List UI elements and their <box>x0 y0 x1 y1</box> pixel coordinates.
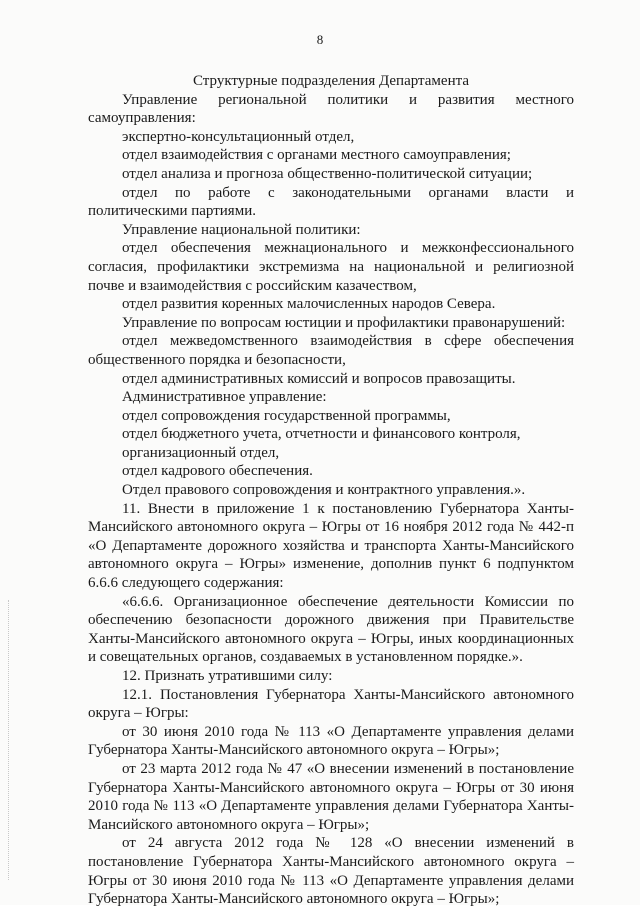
paragraph: экспертно-консультационный отдел, <box>122 128 355 145</box>
paragraph: 12.1. Постановления Губернатора Ханты-Мансийского автономного округа – Югры: <box>88 686 574 722</box>
page-number: 8 <box>316 32 324 47</box>
paragraph: отдел обеспечения межнационального и межконфессионального согласия, профилактики экстремизма на национальной и религиозной почве и взаимодействия с российским казачеством, <box>88 240 574 294</box>
binding-edge-mark <box>8 600 10 880</box>
paragraph: отдел бюджетного учета, отчетности и финансового контроля, <box>122 426 521 443</box>
paragraph: отдел межведомственного взаимодействия в сфере обеспечения общественного порядка и безопасности, <box>88 333 574 368</box>
paragraph: Управление национальной политики: <box>122 221 361 238</box>
paragraph: Административное управление: <box>122 389 327 406</box>
paragraph: Отдел правового сопровождения и контрактного управления.». <box>122 482 526 499</box>
paragraph: 11. Внести в приложение 1 к постановлению Губернатора Ханты-Мансийского автономного округа – Югры от 16 ноября 2012 года № 442-п «О Департаменте дорожного хозяйства и транспорта Ханты-Мансийского автономного округа – Югры» изменение, дополнив пункт 6 подпунктом 6.6.6 следующего содержания: <box>88 500 574 592</box>
paragraph: от 24 августа 2012 года № 128 «О внесении изменений в постановление Губернатора Ханты-Мансийского автономного округа – Югры от 30 июня 2010 года № 113 «О Департаменте управления делами Губернатора Ханты-Мансийского автономного округа – Югры»; <box>88 835 574 908</box>
paragraph: 12. Признать утратившими силу: <box>122 668 333 684</box>
paragraph: отдел сопровождения государственной программы, <box>122 407 451 424</box>
paragraph: отдел развития коренных малочисленных народов Севера. <box>122 296 496 313</box>
paragraph: от 30 июня 2010 года № 113 «О Департаменте управления делами Губернатора Ханты-Мансийского автономного округа – Югры»; <box>88 723 574 759</box>
paragraph: отдел кадрового обеспечения. <box>122 463 313 480</box>
section-heading: Структурные подразделения Департамента <box>192 73 469 89</box>
paragraph: «6.6.6. Организационное обеспечение деятельности Комиссии по обеспечению безопасности дорожного движения при Правительстве Ханты-Мансийского автономного округа – Югры, иных координационных и совещательных органов, создаваемых в установленном порядке.». <box>88 593 574 666</box>
paragraph: организационный отдел, <box>122 444 280 461</box>
document-body <box>88 72 574 909</box>
paragraph: отдел анализа и прогноза общественно-политической ситуации; <box>122 165 533 182</box>
paragraph: отдел по работе с законодательными органами власти и политическими партиями. <box>88 184 574 220</box>
paragraph: отдел административных комиссий и вопросов правозащиты. <box>122 370 516 387</box>
paragraph: Управление региональной политики и развития местного самоуправления: <box>88 91 574 127</box>
paragraph: Управление по вопросам юстиции и профилактики правонарушений: <box>122 314 566 331</box>
paragraph: от 23 марта 2012 года № 47 «О внесении изменений в постановление Губернатора Ханты-Мансийского автономного округа – Югры от 30 июня 2010 года № 113 «О Департаменте управления делами Губернатора Ханты-Мансийского автономного округа – Югры»; <box>88 760 574 833</box>
paragraph: отдел взаимодействия с органами местного самоуправления; <box>122 147 511 164</box>
